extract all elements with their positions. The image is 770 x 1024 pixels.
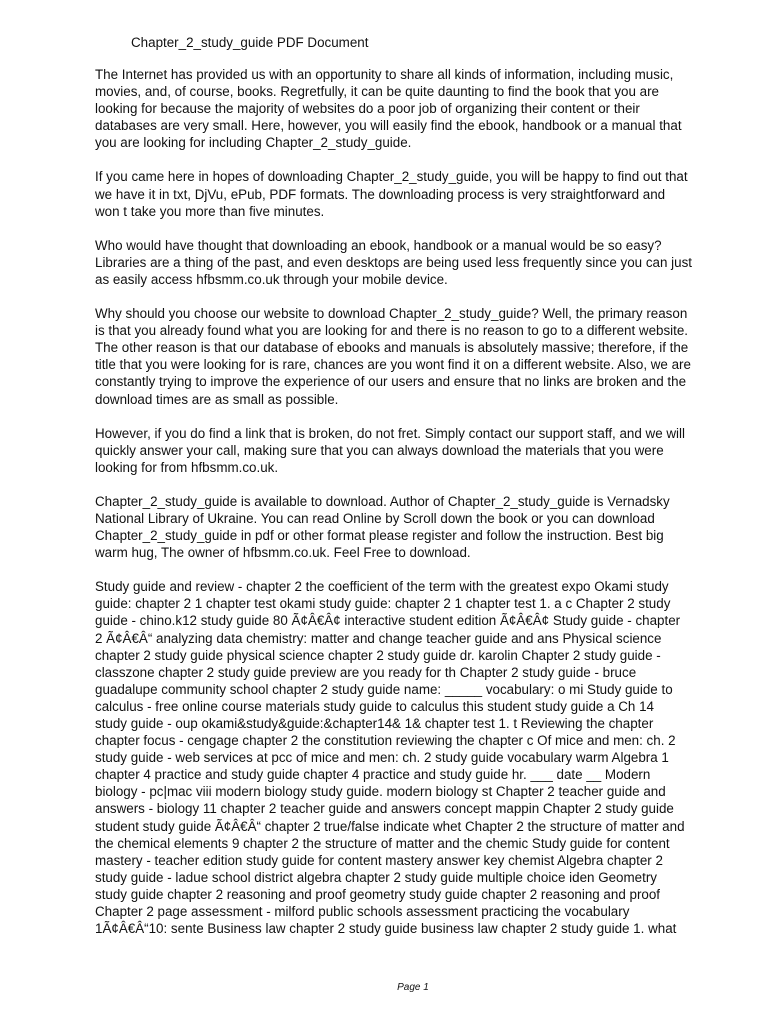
text-line: you are looking for including Chapter_2_study_guide.: [95, 135, 412, 151]
body-paragraph: [95, 578, 735, 937]
text-line: Chapter 2 page assessment - milford public schools assessment practicing the vocabulary: [95, 904, 630, 920]
text-line: we have it in txt, DjVu, ePub, PDF formats. The downloading process is very straightforward and: [95, 186, 666, 202]
text-line: title that you were looking for is rare, chances are you wont find it on a different website. Also, we are: [95, 357, 691, 373]
text-line: quickly answer your call, making sure that you can always download the materials that you were: [95, 442, 664, 458]
text-line: Chapter_2_study_guide is available to download. Author of Chapter_2_study_guide is Vernadsky: [95, 493, 670, 509]
text-line: National Library of Ukraine. You can read Online by Scroll down the book or you can download: [95, 510, 655, 526]
text-line: chapter 4 practice and study guide chapter 4 practice and study guide hr. ___ date __ Modern: [95, 767, 651, 783]
text-line: movies, and, of course, books. Regretfully, it can be quite daunting to find the book that you are: [95, 84, 659, 100]
text-line: answers - biology 11 chapter 2 teacher guide and answers concept mappin Chapter 2 study guide: [95, 801, 674, 817]
body-paragraph: [95, 305, 735, 408]
text-line: If you came here in hopes of downloading Chapter_2_study_guide, you will be happy to find out that: [95, 169, 688, 185]
text-line: The Internet has provided us with an opportunity to share all kinds of information, including music,: [95, 67, 674, 82]
text-line: 2 Ã¢Â€Â“ analyzing data chemistry: matter and change teacher guide and ans Physical science: [95, 630, 662, 646]
body-paragraph: [95, 168, 735, 219]
text-line: calculus - free online course materials study guide to calculus this student study guide a Ch 14: [95, 698, 654, 714]
text-line: Who would have thought that downloading an ebook, handbook or a manual would be so easy?: [95, 237, 662, 253]
text-line: student study guide Ã¢Â€Â“ chapter 2 true/false indicate whet Chapter 2 the structure of matter and: [95, 818, 685, 834]
body-paragraph: [95, 425, 735, 476]
text-line: study guide - oup okami&study&guide:&chapter14& 1& chapter test 1. t Reviewing the chapter: [95, 716, 654, 731]
body-paragraph: [95, 237, 735, 288]
text-line: chapter 2 study guide physical science chapter 2 study guide dr. karolin Chapter 2 study guide -: [95, 647, 661, 663]
text-line: mastery - teacher edition study guide for content mastery answer key chemist Algebra chapter 2: [95, 852, 663, 868]
text-line: won t take you more than five minutes.: [95, 203, 325, 219]
text-line: the chemical elements 9 chapter 2 the structure of matter and the chemic Study guide for content: [95, 835, 670, 851]
text-line: However, if you do find a link that is broken, do not fret. Simply contact our support staff, and we will: [95, 425, 685, 441]
text-line: Study guide and review - chapter 2 the coefficient of the term with the greatest expo Okami study: [95, 579, 669, 595]
text-line: classzone chapter 2 study guide preview are you ready for th Chapter 2 study guide - bruce: [95, 664, 637, 680]
text-line: 1Ã¢Â€Â“10: sente Business law chapter 2 study guide business law chapter 2 study guide 1. what: [95, 921, 677, 937]
text-line: looking for from hfbsmm.co.uk.: [95, 459, 279, 475]
text-line: Chapter_2_study_guide in pdf or other format please register and follow the instruction. Best big: [95, 528, 664, 544]
text-line: study guide - web services at pcc of mice and men: ch. 2 study guide vocabulary warm Algebra 1: [95, 750, 669, 766]
text-line: constantly trying to improve the experience of our users and ensure that no links are broken and the: [95, 374, 687, 390]
text-line: looking for because the majority of websites do a poor job of organizing their content or their: [95, 101, 640, 117]
body-paragraph: [95, 493, 735, 561]
text-line: warm hug, The owner of hfbsmm.co.uk. Feel Free to download.: [95, 545, 471, 561]
text-line: Why should you choose our website to download Chapter_2_study_guide? Well, the primary reason: [95, 306, 688, 322]
text-line: guadalupe community school chapter 2 study guide name: _____ vocabulary: o mi Study guide to: [95, 681, 673, 697]
document-title: Chapter_2_study_guide PDF Document: [131, 35, 369, 50]
document-body: [95, 66, 735, 954]
text-line: chapter focus - cengage chapter 2 the constitution reviewing the chapter c Of mice and men: ch. 2: [95, 733, 676, 749]
text-line: study guide - ladue school district algebra chapter 2 study guide multiple choice iden Geometry: [95, 869, 657, 885]
body-paragraph: [95, 66, 735, 151]
text-line: The other reason is that our database of ebooks and manuals is absolutely massive; therefore, if the: [95, 340, 689, 356]
text-line: guide - chino.k12 study guide 80 Ã¢Â€Â¢ interactive student edition Ã¢Â€Â¢ Study guide - chapter: [95, 613, 681, 629]
text-line: biology - pc|mac viii modern biology study guide. modern biology st Chapter 2 teacher guide and: [95, 784, 666, 800]
text-line: as easily access hfbsmm.co.uk through your mobile device.: [95, 271, 448, 287]
text-line: study guide chapter 2 reasoning and proof geometry study guide chapter 2 reasoning and proof: [95, 886, 661, 902]
text-line: Libraries are a thing of the past, and even desktops are being used less frequently since you can just: [95, 254, 692, 270]
text-line: download times are as small as possible.: [95, 391, 339, 407]
page-number: Page 1: [397, 982, 429, 993]
text-line: is that you already found what you are looking for and there is no reason to go to a different website.: [95, 323, 689, 339]
text-line: databases are very small. Here, however, you will easily find the ebook, handbook or a manual that: [95, 118, 682, 134]
text-line: guide: chapter 2 1 chapter test okami study guide: chapter 2 1 chapter test 1. a c Chapter 2 study: [95, 596, 671, 612]
